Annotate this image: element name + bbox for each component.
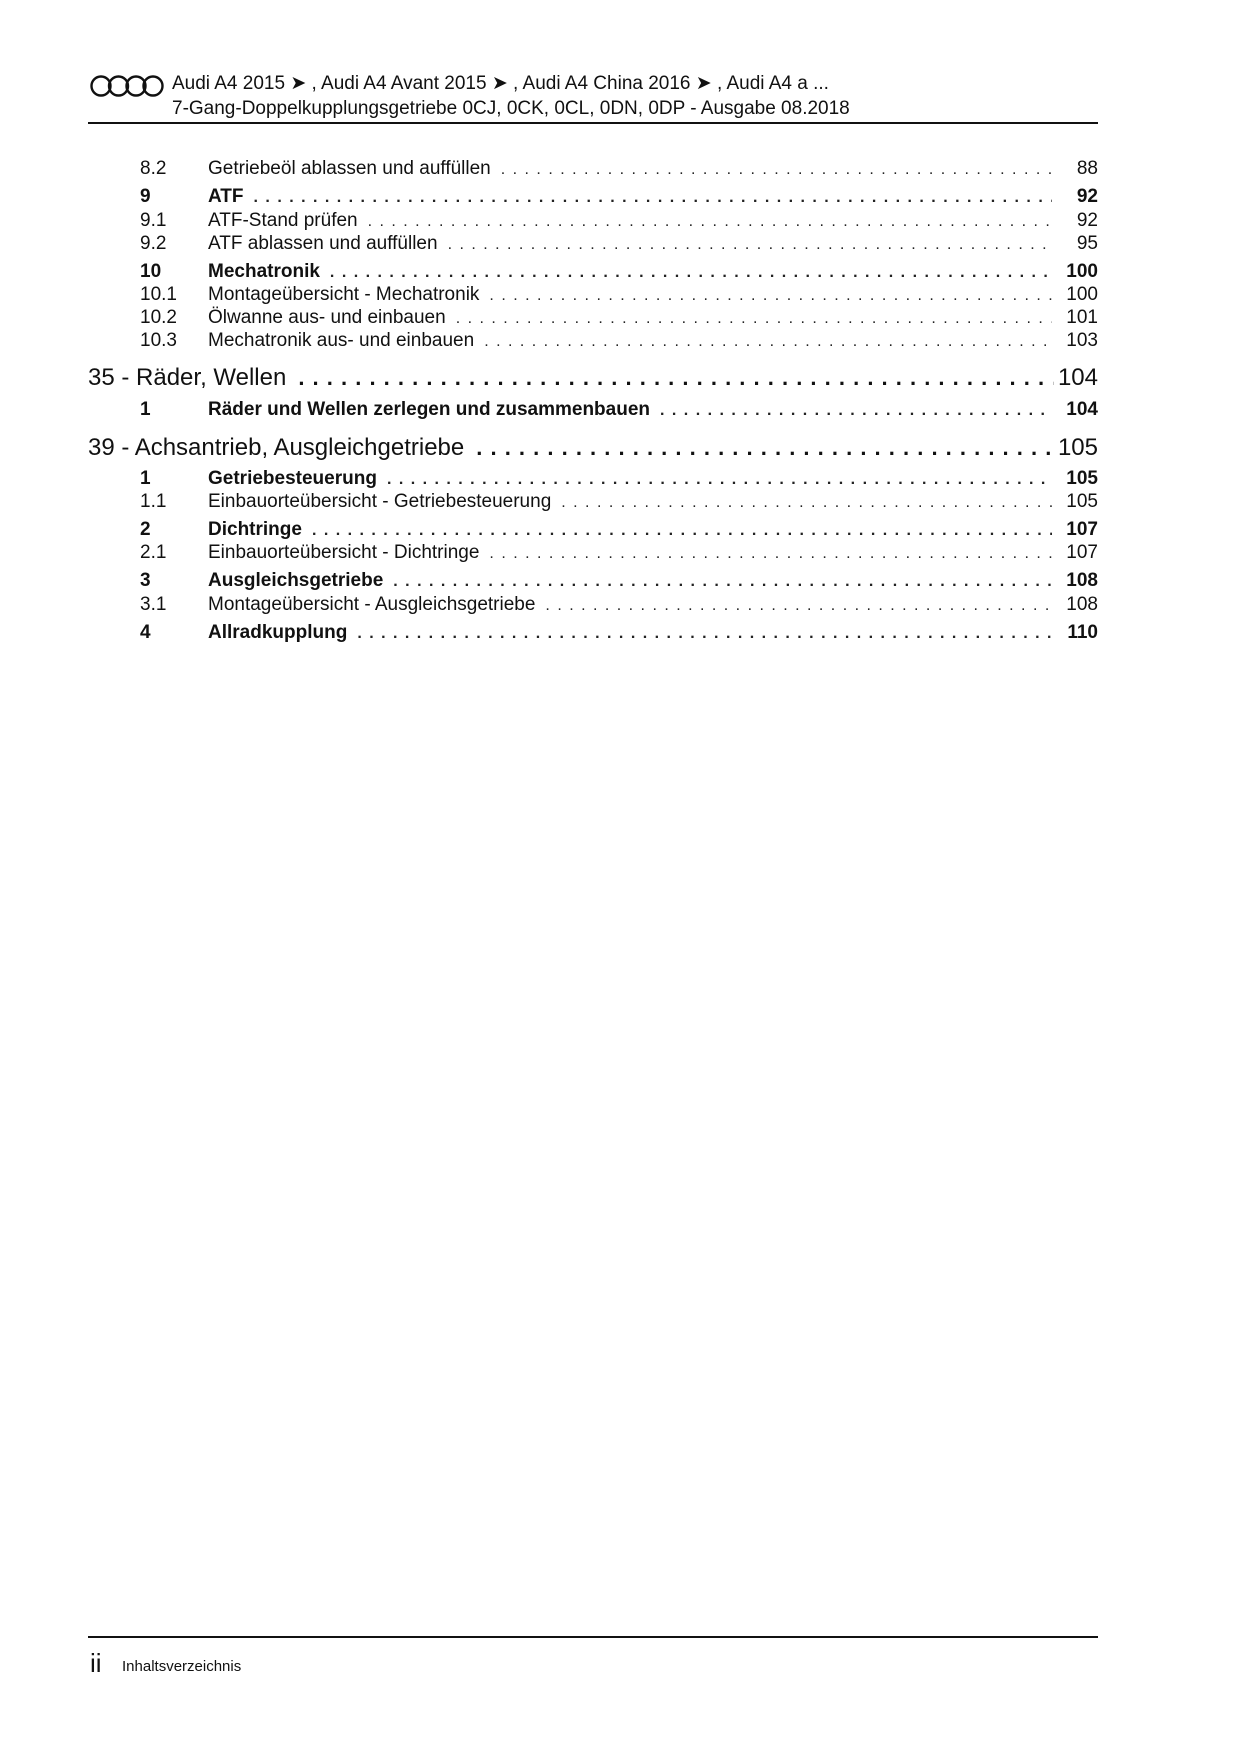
- toc-entry-number: 9.2: [140, 233, 167, 254]
- toc-entry-number: 10.1: [140, 284, 177, 305]
- toc-entry-number: 10: [140, 261, 162, 282]
- toc-entry-page: 110: [1067, 622, 1098, 643]
- toc-entry-title: Einbauorteübersicht - Dichtringe: [208, 542, 480, 563]
- toc-entry-number: 1.1: [140, 491, 167, 512]
- chapter-page: 105: [1057, 434, 1098, 461]
- toc-entry-number: 4: [140, 622, 151, 643]
- toc-entry-line: [208, 491, 1098, 513]
- toc-entry-line: [208, 284, 1098, 306]
- toc-entry-number: 1: [140, 399, 151, 420]
- audi-rings-logo-icon: [90, 74, 164, 98]
- leader-dots: [484, 333, 1052, 351]
- toc-entry-number: 3.1: [140, 594, 167, 615]
- toc-entry-title: Getriebesteuerung: [208, 468, 377, 489]
- toc-entry-title: Montageübersicht - Ausgleichsgetriebe: [208, 594, 536, 615]
- toc-entry-number: 10.2: [140, 307, 177, 328]
- toc-entry-page: 100: [1066, 284, 1098, 305]
- footer-page-number: ii: [90, 1648, 102, 1678]
- leader-dots: [357, 625, 1052, 643]
- leader-dots: [298, 365, 1054, 391]
- toc-entry-page: 105: [1066, 468, 1098, 489]
- toc-entry-number: 2: [140, 519, 151, 540]
- toc-entry-page: 108: [1066, 570, 1098, 591]
- chapter-title: 39 - Achsantrieb, Ausgleichgetriebe: [88, 434, 465, 461]
- toc-entry-title: Allradkupplung: [208, 622, 348, 643]
- leader-dots: [561, 494, 1052, 512]
- toc-entry-line: [208, 158, 1098, 180]
- header-vehicle-models: Audi A4 2015 ➤ , Audi A4 Avant 2015 ➤ , Audi A4 China 2016 ➤ , Audi A4 a ...: [172, 73, 829, 94]
- leader-dots: [312, 522, 1052, 540]
- header-manual-title: 7-Gang-Doppelkupplungsgetriebe 0CJ, 0CK, 0CL, 0DN, 0DP - Ausgabe 08.2018: [172, 98, 850, 119]
- toc-entry-page: 108: [1066, 594, 1098, 615]
- leader-dots: [476, 435, 1054, 461]
- toc-entry-title: Montageübersicht - Mechatronik: [208, 284, 480, 305]
- toc-entry-line: [208, 399, 1098, 421]
- toc-entry-line: [208, 330, 1098, 352]
- toc-entry-number: 2.1: [140, 542, 167, 563]
- toc-entry-line: [208, 307, 1098, 329]
- toc-entry-title: Mechatronik aus- und einbauen: [208, 330, 475, 351]
- leader-dots: [489, 545, 1052, 563]
- toc-entry-page: 100: [1066, 261, 1098, 282]
- leader-dots: [387, 471, 1052, 489]
- toc-entry-number: 3: [140, 570, 151, 591]
- toc-entry-title: Einbauorteübersicht - Getriebesteuerung: [208, 491, 552, 512]
- toc-entry-title: ATF-Stand prüfen: [208, 210, 358, 231]
- toc-entry-line: [208, 570, 1098, 592]
- toc-entry-page: 88: [1076, 158, 1098, 179]
- toc-entry-title: ATF ablassen und auffüllen: [208, 233, 438, 254]
- toc-entry-line: [208, 210, 1098, 232]
- leader-dots: [489, 287, 1052, 305]
- toc-entry-page: 103: [1066, 330, 1098, 351]
- toc-entry-page: 95: [1076, 233, 1098, 254]
- toc-entry-page: 105: [1066, 491, 1098, 512]
- chapter-page: 104: [1057, 364, 1098, 391]
- toc-entry-title: Getriebeöl ablassen und auffüllen: [208, 158, 491, 179]
- toc-entry-title: Dichtringe: [208, 519, 302, 540]
- leader-dots: [368, 213, 1052, 231]
- toc-entry-line: [208, 261, 1098, 283]
- leader-dots: [254, 189, 1052, 207]
- toc-entry-title: Ölwanne aus- und einbauen: [208, 307, 446, 328]
- leader-dots: [393, 573, 1052, 591]
- toc-chapter-39[interactable]: [88, 434, 1098, 462]
- footer-divider: [88, 1636, 1098, 1638]
- toc-entry-line: [208, 542, 1098, 564]
- toc-entry-line: [208, 622, 1098, 644]
- toc-entry-title: Räder und Wellen zerlegen und zusammenbauen: [208, 399, 651, 420]
- toc-entry-number: 8.2: [140, 158, 167, 179]
- toc-entry-title: Ausgleichsgetriebe: [208, 570, 384, 591]
- toc-entry-line: [208, 233, 1098, 255]
- toc-entry-number: 10.3: [140, 330, 177, 351]
- leader-dots: [660, 402, 1052, 420]
- toc-entry-page: 107: [1066, 542, 1098, 563]
- leader-dots: [456, 310, 1052, 328]
- toc-entry-title: ATF: [208, 186, 244, 207]
- leader-dots: [330, 264, 1052, 282]
- chapter-title: 35 - Räder, Wellen: [88, 364, 287, 391]
- leader-dots: [501, 161, 1052, 179]
- toc-entry-line: [208, 186, 1098, 208]
- leader-dots: [545, 597, 1052, 615]
- toc-entry-page: 92: [1076, 186, 1098, 207]
- toc-entry-line: [208, 594, 1098, 616]
- toc-entry-number: 1: [140, 468, 151, 489]
- toc-entry-page: 101: [1066, 307, 1098, 328]
- toc-chapter-35[interactable]: [88, 364, 1098, 392]
- toc-entry-title: Mechatronik: [208, 261, 320, 282]
- toc-entry-page: 104: [1066, 399, 1098, 420]
- header-divider: [88, 122, 1098, 124]
- toc-entry-line: [208, 468, 1098, 490]
- toc-entry-line: [208, 519, 1098, 541]
- toc-entry-number: 9: [140, 186, 151, 207]
- toc-entry-page: 107: [1066, 519, 1098, 540]
- toc-entry-page: 92: [1076, 210, 1098, 231]
- leader-dots: [448, 236, 1052, 254]
- footer-section-label: Inhaltsverzeichnis: [122, 1658, 242, 1675]
- toc-entry-number: 9.1: [140, 210, 167, 231]
